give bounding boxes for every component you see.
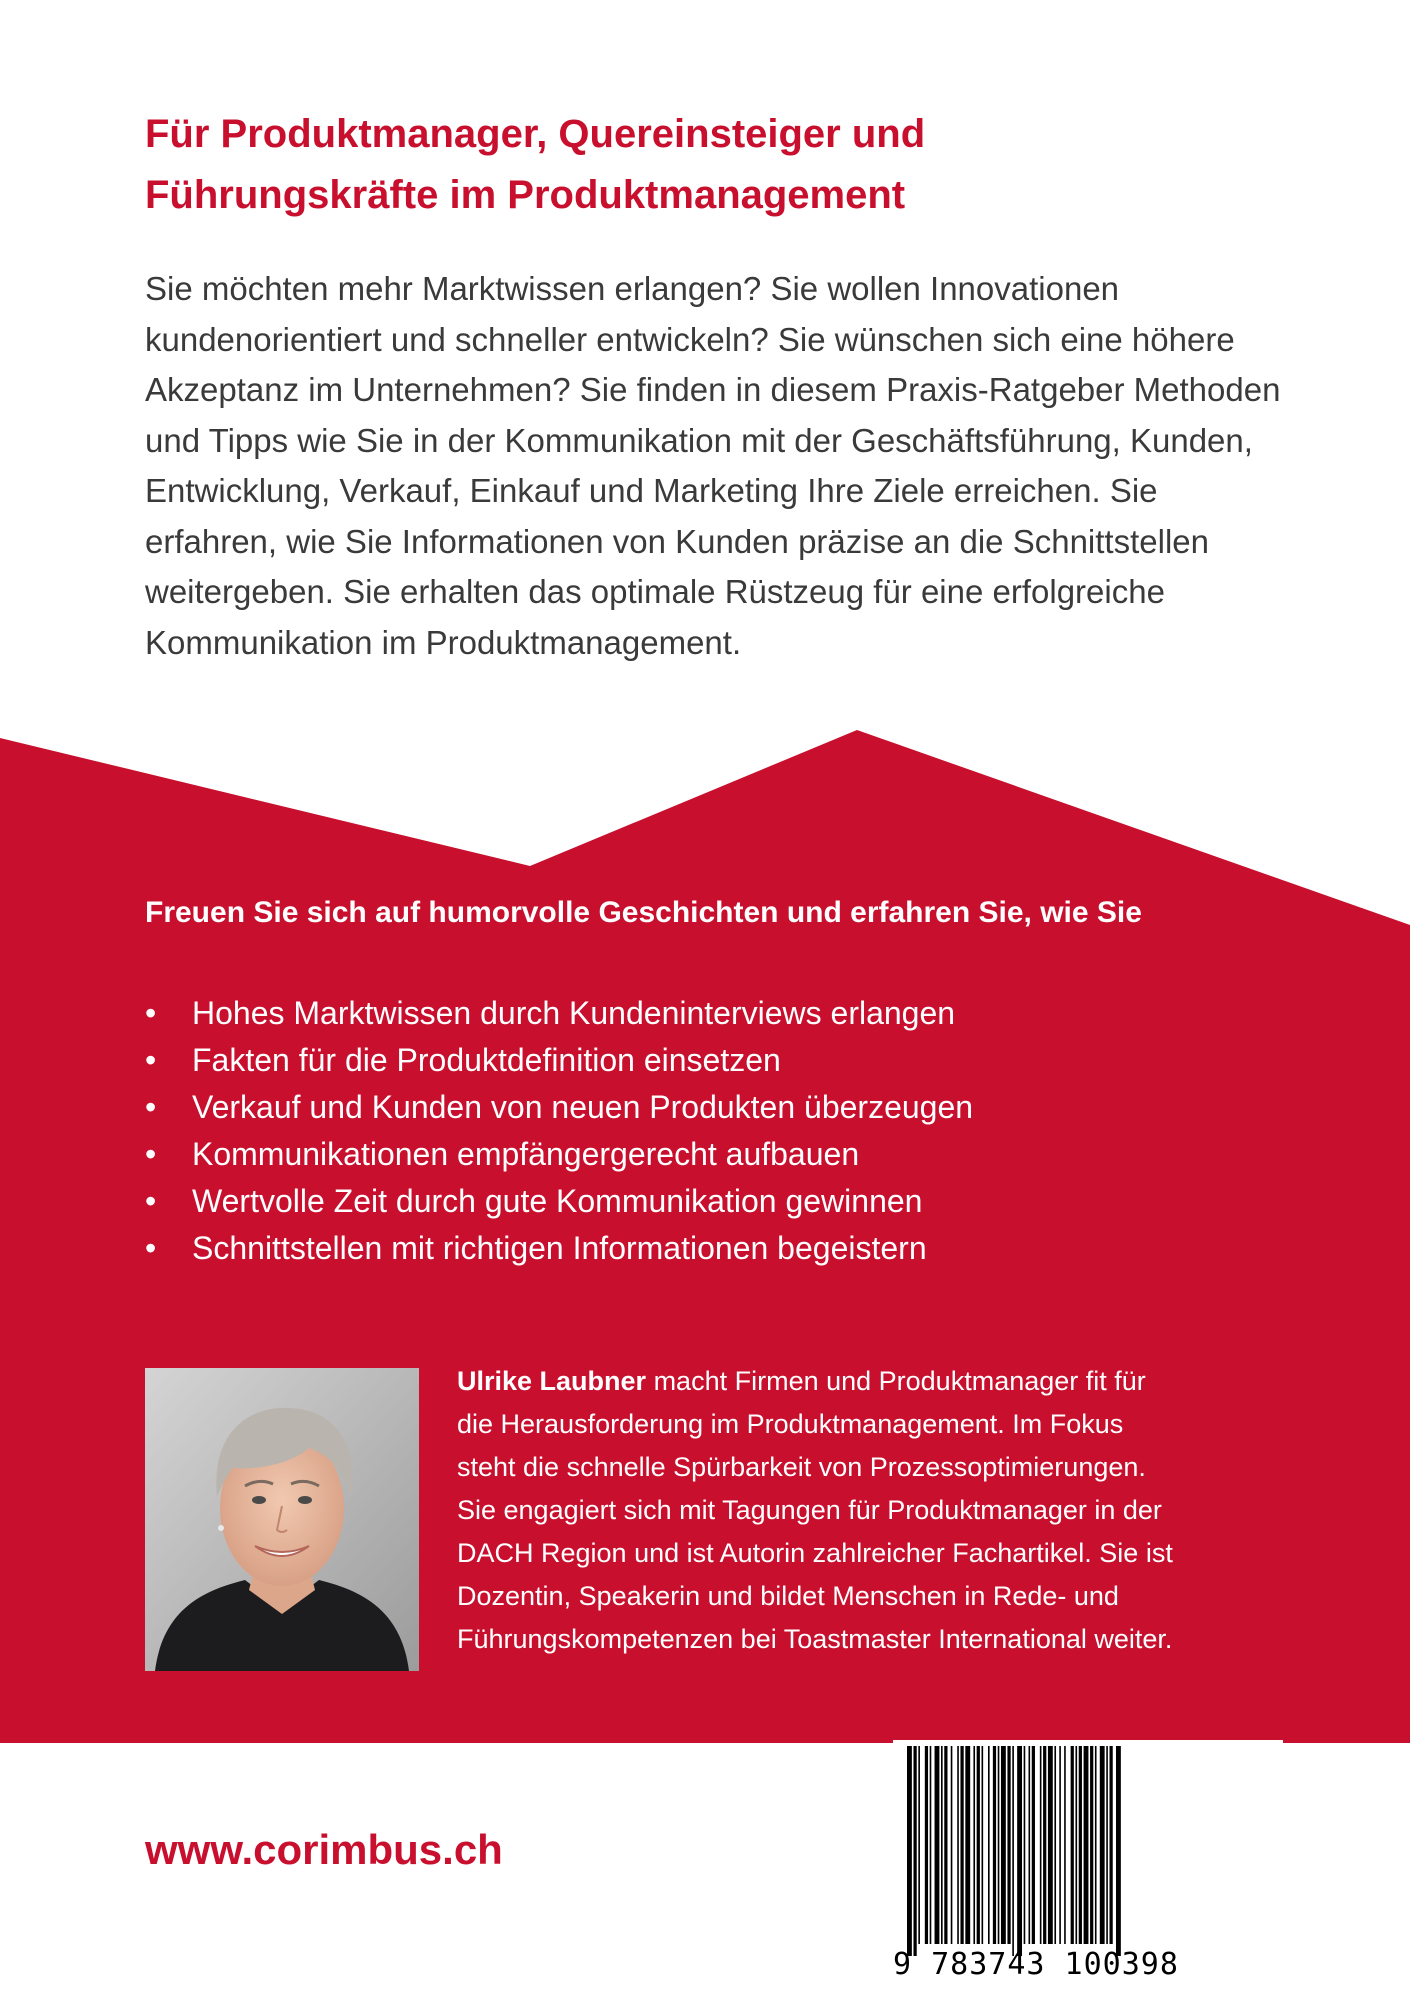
author-bio-line: Führungskompetenzen bei Toastmaster International weiter. <box>457 1624 1173 1654</box>
barcode-bar <box>1024 1746 1026 1944</box>
barcode-bar <box>957 1746 959 1944</box>
list-item <box>145 1178 1345 1225</box>
barcode-bar <box>1012 1746 1014 1956</box>
intro-paragraph <box>145 264 1345 668</box>
barcode-bar <box>1048 1746 1053 1944</box>
barcode-bar <box>930 1746 932 1944</box>
barcode-bar <box>1071 1746 1074 1944</box>
author-bio-line: DACH Region und ist Autorin zahlreicher Fachartikel. Sie ist <box>457 1538 1173 1568</box>
headline <box>145 104 1295 226</box>
isbn-digits: 9 783743 100398 <box>893 1947 1179 1982</box>
list-item-text: Fakten für die Produktdefinition einsetzen <box>192 1042 781 1078</box>
barcode-bar <box>1001 1746 1006 1944</box>
barcode-bar <box>918 1746 920 1944</box>
barcode-bar <box>982 1746 984 1944</box>
barcode-bar <box>935 1746 940 1944</box>
barcode-bar <box>1017 1746 1022 1956</box>
bullet: • <box>145 1042 157 1078</box>
barcode-bar <box>951 1746 953 1944</box>
bullet: • <box>145 1136 157 1172</box>
list-item <box>145 1084 1345 1131</box>
list-item-text: Hohes Marktwissen durch Kundeninterviews erlangen <box>192 995 956 1031</box>
author-bio-line: Sie engagiert sich mit Tagungen für Produktmanager in der <box>457 1495 1162 1525</box>
barcode-bar <box>988 1746 990 1944</box>
author-bio-line: steht die schnelle Spürbarkeit von Prozessoptimierungen. <box>457 1452 1146 1482</box>
bullet: • <box>145 1089 157 1125</box>
barcode-bar <box>1075 1746 1077 1944</box>
barcode-bar <box>1084 1746 1089 1944</box>
benefits-list <box>145 990 1345 1272</box>
barcode-bar <box>1059 1746 1061 1944</box>
publisher-website[interactable]: www.corimbus.ch <box>145 1826 503 1873</box>
benefits-title: Freuen Sie sich auf humorvolle Geschichten und erfahren Sie, wie Sie <box>145 896 1142 929</box>
earring <box>218 1525 224 1531</box>
barcode-bar <box>998 1746 1000 1944</box>
intro-line: Entwicklung, Verkauf, Einkauf und Marketing Ihre Ziele erreichen. Sie <box>145 472 1158 509</box>
headline-line-1: Für Produktmanager, Quereinsteiger und <box>145 112 926 156</box>
barcode-bar <box>1110 1746 1113 1944</box>
author-bio-line <box>457 1360 1357 1403</box>
list-item <box>145 1225 1345 1272</box>
barcode-bar <box>941 1746 943 1944</box>
barcode-bar <box>1095 1746 1097 1944</box>
barcode-bar <box>977 1746 980 1944</box>
barcode-bar <box>1064 1746 1066 1944</box>
bullet: • <box>145 995 157 1031</box>
intro-line: kundenorientiert und schneller entwickeln? Sie wünschen sich eine höhere <box>145 320 1235 358</box>
barcode-bar <box>973 1746 975 1944</box>
list-item-text: Schnittstellen mit richtigen Informationen begeistern <box>192 1230 927 1266</box>
barcode-bar <box>960 1746 963 1944</box>
intro-line: Kommunikation im Produktmanagement. <box>145 623 742 661</box>
author-bio <box>457 1360 1357 1661</box>
barcode-bar <box>993 1746 996 1944</box>
barcode-bar <box>907 1746 912 1956</box>
list-item-text: Verkauf und Kunden von neuen Produkten überzeugen <box>192 1089 974 1125</box>
barcode-bar <box>1116 1746 1121 1956</box>
barcode-bar <box>1040 1746 1042 1944</box>
barcode-bar <box>1054 1746 1056 1944</box>
author-photo <box>145 1368 419 1671</box>
barcode-bar <box>1106 1746 1108 1944</box>
barcode-bar <box>913 1746 916 1956</box>
headline-line-2: Führungskräfte im Produktmanagement <box>145 173 906 217</box>
list-item-text: Wertvolle Zeit durch gute Kommunikation gewinnen <box>192 1183 923 1219</box>
author-bio-line: die Herausforderung im Produktmanagement. Im Fokus <box>457 1409 1124 1439</box>
left-eye <box>252 1496 266 1504</box>
intro-line: Akzeptanz im Unternehmen? Sie finden in diesem Praxis-Ratgeber Methoden <box>145 371 1281 408</box>
barcode-bar <box>925 1746 928 1944</box>
right-eye <box>298 1496 312 1504</box>
bullet: • <box>145 1183 157 1219</box>
intro-line: Sie möchten mehr Marktwissen erlangen? Sie wollen Innovationen <box>145 270 1120 307</box>
barcode-bar <box>1100 1746 1105 1944</box>
barcode-bar <box>1029 1746 1031 1944</box>
barcode-bar <box>944 1746 947 1944</box>
list-item <box>145 1037 1345 1084</box>
list-item <box>145 990 1345 1037</box>
author-name: Ulrike Laubner <box>457 1366 647 1396</box>
barcode-bar <box>1032 1746 1035 1944</box>
list-item-text: Kommunikationen empfängergerecht aufbauen <box>192 1136 860 1172</box>
barcode-bar <box>1079 1746 1082 1944</box>
barcode-bar <box>965 1746 970 1944</box>
bullet: • <box>145 1230 157 1266</box>
intro-line: und Tipps wie Sie in der Kommunikation mit der Geschäftsführung, Kunden, <box>145 421 1253 459</box>
barcode-bar <box>1043 1746 1046 1944</box>
author-bio-text: macht Firmen und Produktmanager fit für <box>646 1366 1146 1396</box>
intro-line: weitergeben. Sie erhalten das optimale Rüstzeug für eine erfolgreiche <box>145 573 1165 610</box>
list-item <box>145 1131 1345 1178</box>
barcode-bar <box>1090 1746 1093 1944</box>
author-bio-line: Dozentin, Speakerin und bildet Menschen in Rede- und <box>457 1581 1119 1611</box>
intro-line: erfahren, wie Sie Informationen von Kunden präzise an die Schnittstellen <box>145 522 1209 560</box>
barcode-bar <box>1007 1746 1010 1944</box>
